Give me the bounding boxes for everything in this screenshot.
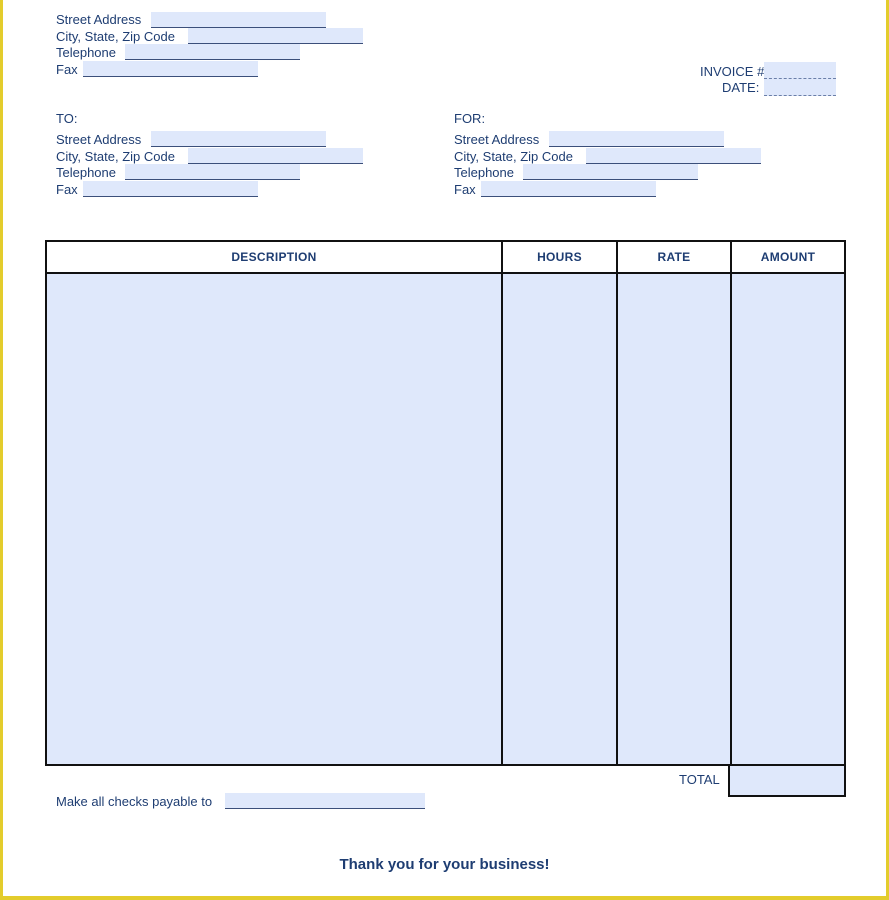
for-street-label: Street Address [454,132,540,147]
column-header-description: DESCRIPTION [231,250,317,264]
column-header-amount: AMOUNT [760,250,816,264]
sender-street-field[interactable] [151,12,326,28]
for-heading: FOR: [454,111,486,126]
hours-cell[interactable] [503,274,616,764]
line-items-table [45,240,846,766]
sender-city-label: City, State, Zip Code [56,29,175,44]
rate-cell[interactable] [618,274,730,764]
to-street-field[interactable] [151,131,326,147]
column-divider [616,242,618,764]
invoice-date-label: DATE: [722,80,760,95]
for-telephone-label: Telephone [454,165,514,180]
for-telephone-field[interactable] [523,164,698,180]
to-heading: TO: [56,111,78,126]
total-label: TOTAL [679,772,720,787]
sender-city-field[interactable] [188,28,363,44]
to-street-label: Street Address [56,132,142,147]
checks-payable-label: Make all checks payable to [56,794,213,809]
sender-street-label: Street Address [56,12,142,27]
sender-telephone-field[interactable] [125,44,300,60]
for-fax-label: Fax [454,182,476,197]
column-divider [730,242,732,764]
to-city-label: City, State, Zip Code [56,149,175,164]
to-city-field[interactable] [188,148,363,164]
column-header-hours: HOURS [537,250,582,264]
sender-fax-label: Fax [56,62,78,77]
description-cell[interactable] [47,274,501,764]
for-city-label: City, State, Zip Code [454,149,573,164]
invoice-date-field[interactable] [764,79,836,96]
total-field[interactable] [728,764,846,797]
column-divider [501,242,503,764]
amount-cell[interactable] [732,274,844,764]
for-street-field[interactable] [549,131,724,147]
to-telephone-label: Telephone [56,165,116,180]
sender-telephone-label: Telephone [56,45,116,60]
to-fax-label: Fax [56,182,78,197]
sender-fax-field[interactable] [83,61,258,77]
for-city-field[interactable] [586,148,761,164]
invoice-number-field[interactable] [764,62,836,79]
for-fax-field[interactable] [481,181,656,197]
column-header-rate: RATE [657,250,691,264]
to-telephone-field[interactable] [125,164,300,180]
to-fax-field[interactable] [83,181,258,197]
invoice-number-label: INVOICE # [700,64,765,79]
checks-payable-field[interactable] [225,793,425,809]
thank-you-message: Thank you for your business! [339,856,550,873]
